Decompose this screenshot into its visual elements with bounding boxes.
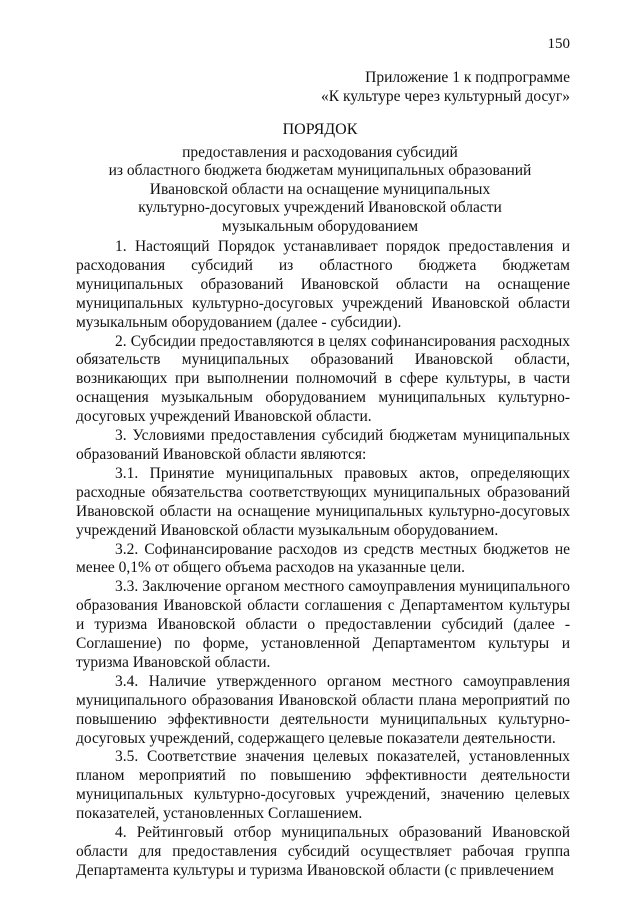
appendix-reference (321, 68, 570, 106)
paragraph-3: 3. Условиями предоставления субсидий бюджетам муниципальных образований Ивановской области являются: (76, 427, 570, 463)
paragraph-3-4: 3.4. Наличие утвержденного органом местного самоуправления муниципального образования Ивановской области плана мероприятий по повышению эффективности деятельности муниципальных культурно-досуговых учреждений, содержащего целевые показатели деятельности. (76, 672, 570, 747)
appendix-line-1: Приложение 1 к подпрограмме (365, 69, 570, 86)
paragraph-4: 4. Рейтинговый отбор муниципальных образований Ивановской области для предоставления субсидий осуществляет рабочая группа Департамента культуры и туризма Ивановской области (с привлечением (76, 824, 570, 879)
document-title: ПОРЯДОК (282, 121, 358, 138)
paragraph-3-3: 3.3. Заключение органом местного самоуправления муниципального образования Ивановской области соглашения с Департаментом культуры и туризма Ивановской области о предоставлении субсидий (далее - Соглашение) по форме, установленной Департаментом культуры и туризма Ивановской области. (76, 578, 570, 671)
page-number: 150 (547, 36, 570, 52)
paragraph-1: 1. Настоящий Порядок устанавливает порядок предоставления и расходования субсидий из областного бюджета бюджетам муниципальных образований Ивановской области на оснащение муниципальных культурно-досуговых учреждений Ивановской области музыкальным оборудованием (далее - субсидии). (76, 238, 570, 331)
title-line: культурно-досуговых учреждений Ивановской области (138, 199, 502, 217)
title-line: предоставления и расходования субсидий (182, 143, 458, 161)
appendix-line-2: «К культуре через культурный досуг» (321, 88, 570, 105)
paragraph-3-1: 3.1. Принятие муниципальных правовых актов, определяющих расходные обязательства соответствующих муниципальных образований Ивановской области на оснащение муниципальных культурно-досуговых учреждений Ивановской области музыкальным оборудованием. (76, 464, 570, 539)
title-line: Ивановской области на оснащение муниципальных (149, 180, 491, 198)
document-body (76, 238, 570, 881)
paragraph-3-2: 3.2. Софинансирование расходов из средств местных бюджетов не менее 0,1% от общего объема расходов на указанные цели. (76, 540, 570, 577)
title-line: музыкальным оборудованием (221, 217, 419, 235)
paragraph-3-5: 3.5. Соответствие значения целевых показателей, установленных планом мероприятий по повышению эффективности деятельности муниципальных культурно-досуговых учреждений, значению целевых показателей, установленных Соглашением. (76, 748, 570, 823)
document-title-block (70, 121, 570, 237)
paragraph-2: 2. Субсидии предоставляются в целях софинансирования расходных обязательств муниципальных образований Ивановской области, возникающих при выполнении полномочий в сфере культуры, в части оснащения музыкальным оборудованием муниципальных культурно-досуговых учреждений Ивановской области. (76, 332, 570, 426)
title-line: из областного бюджета бюджетам муниципальных образований (108, 162, 532, 180)
